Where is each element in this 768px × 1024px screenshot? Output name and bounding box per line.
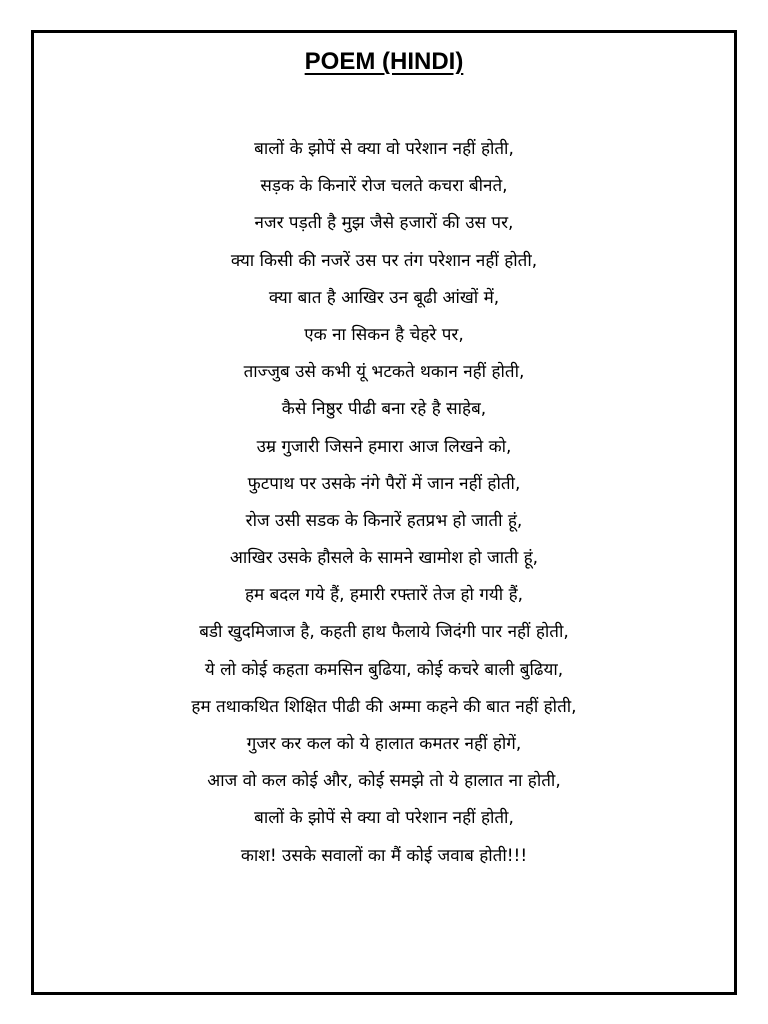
poem-line: क्या किसी की नजरें उस पर तंग परेशान नहीं होती,	[230, 250, 538, 271]
poem-line: आज वो कल कोई और, कोई समझे तो ये हालात ना होती,	[207, 771, 561, 792]
poem-line: काश! उसके सवालों का मैं कोई जवाब होती!!!	[240, 845, 528, 866]
poem-line: बालों के झोपें से क्या वो परेशान नहीं होती,	[254, 139, 514, 159]
poem-line: आखिर उसके हौसले के सामने खामोश हो जाती हूं,	[229, 548, 539, 569]
poem-line: एक ना सिकन है चेहरे पर,	[304, 324, 464, 345]
poem-line: रोज उसी सडक के किनारें हतप्रभ हो जाती हूं,	[245, 510, 523, 531]
poem-title	[0, 46, 768, 78]
poem-line: नजर पड़ती है मुझ जैसे हजारों की उस पर,	[254, 213, 514, 234]
poem-line: कैसे निष्ठुर पीढी बना रहे है साहेब,	[281, 399, 487, 420]
poem-line: गुजर कर कल को ये हालात कमतर नहीं होगें,	[246, 734, 522, 754]
poem-line: सड़क के किनारें रोज चलते कचरा बीनते,	[260, 176, 508, 197]
poem-line: क्या बात है आखिर उन बूढी आंखों में,	[268, 287, 500, 308]
poem-line: हम बदल गये हैं, हमारी रफ्तारें तेज हो गयी हैं,	[244, 585, 524, 606]
poem-body	[0, 131, 768, 875]
poem-line: फुटपाथ पर उसके नंगे पैरों में जान नहीं होती,	[247, 473, 521, 494]
poem-line: ताज्जुब उसे कभी यूं भटकते थकान नहीं होती,	[243, 362, 525, 383]
poem-line: बडी खुदमिजाज है, कहती हाथ फैलाये जिदंगी पार नहीं होती,	[199, 622, 569, 643]
poem-line: उम्र गुजारी जिसने हमारा आज लिखने को,	[256, 436, 512, 457]
poem-line: हम तथाकथित शिक्षित पीढी की अम्मा कहने की बात नहीं होती,	[191, 696, 577, 717]
poem-line: ये लो कोई कहता कमसिन बुढिया, कोई कचरे बाली बुढिया,	[204, 659, 564, 680]
poem-line: बालों के झोपें से क्या वो परेशान नहीं होती,	[254, 808, 514, 829]
poem-title-text: POEM (HINDI)	[304, 48, 464, 75]
